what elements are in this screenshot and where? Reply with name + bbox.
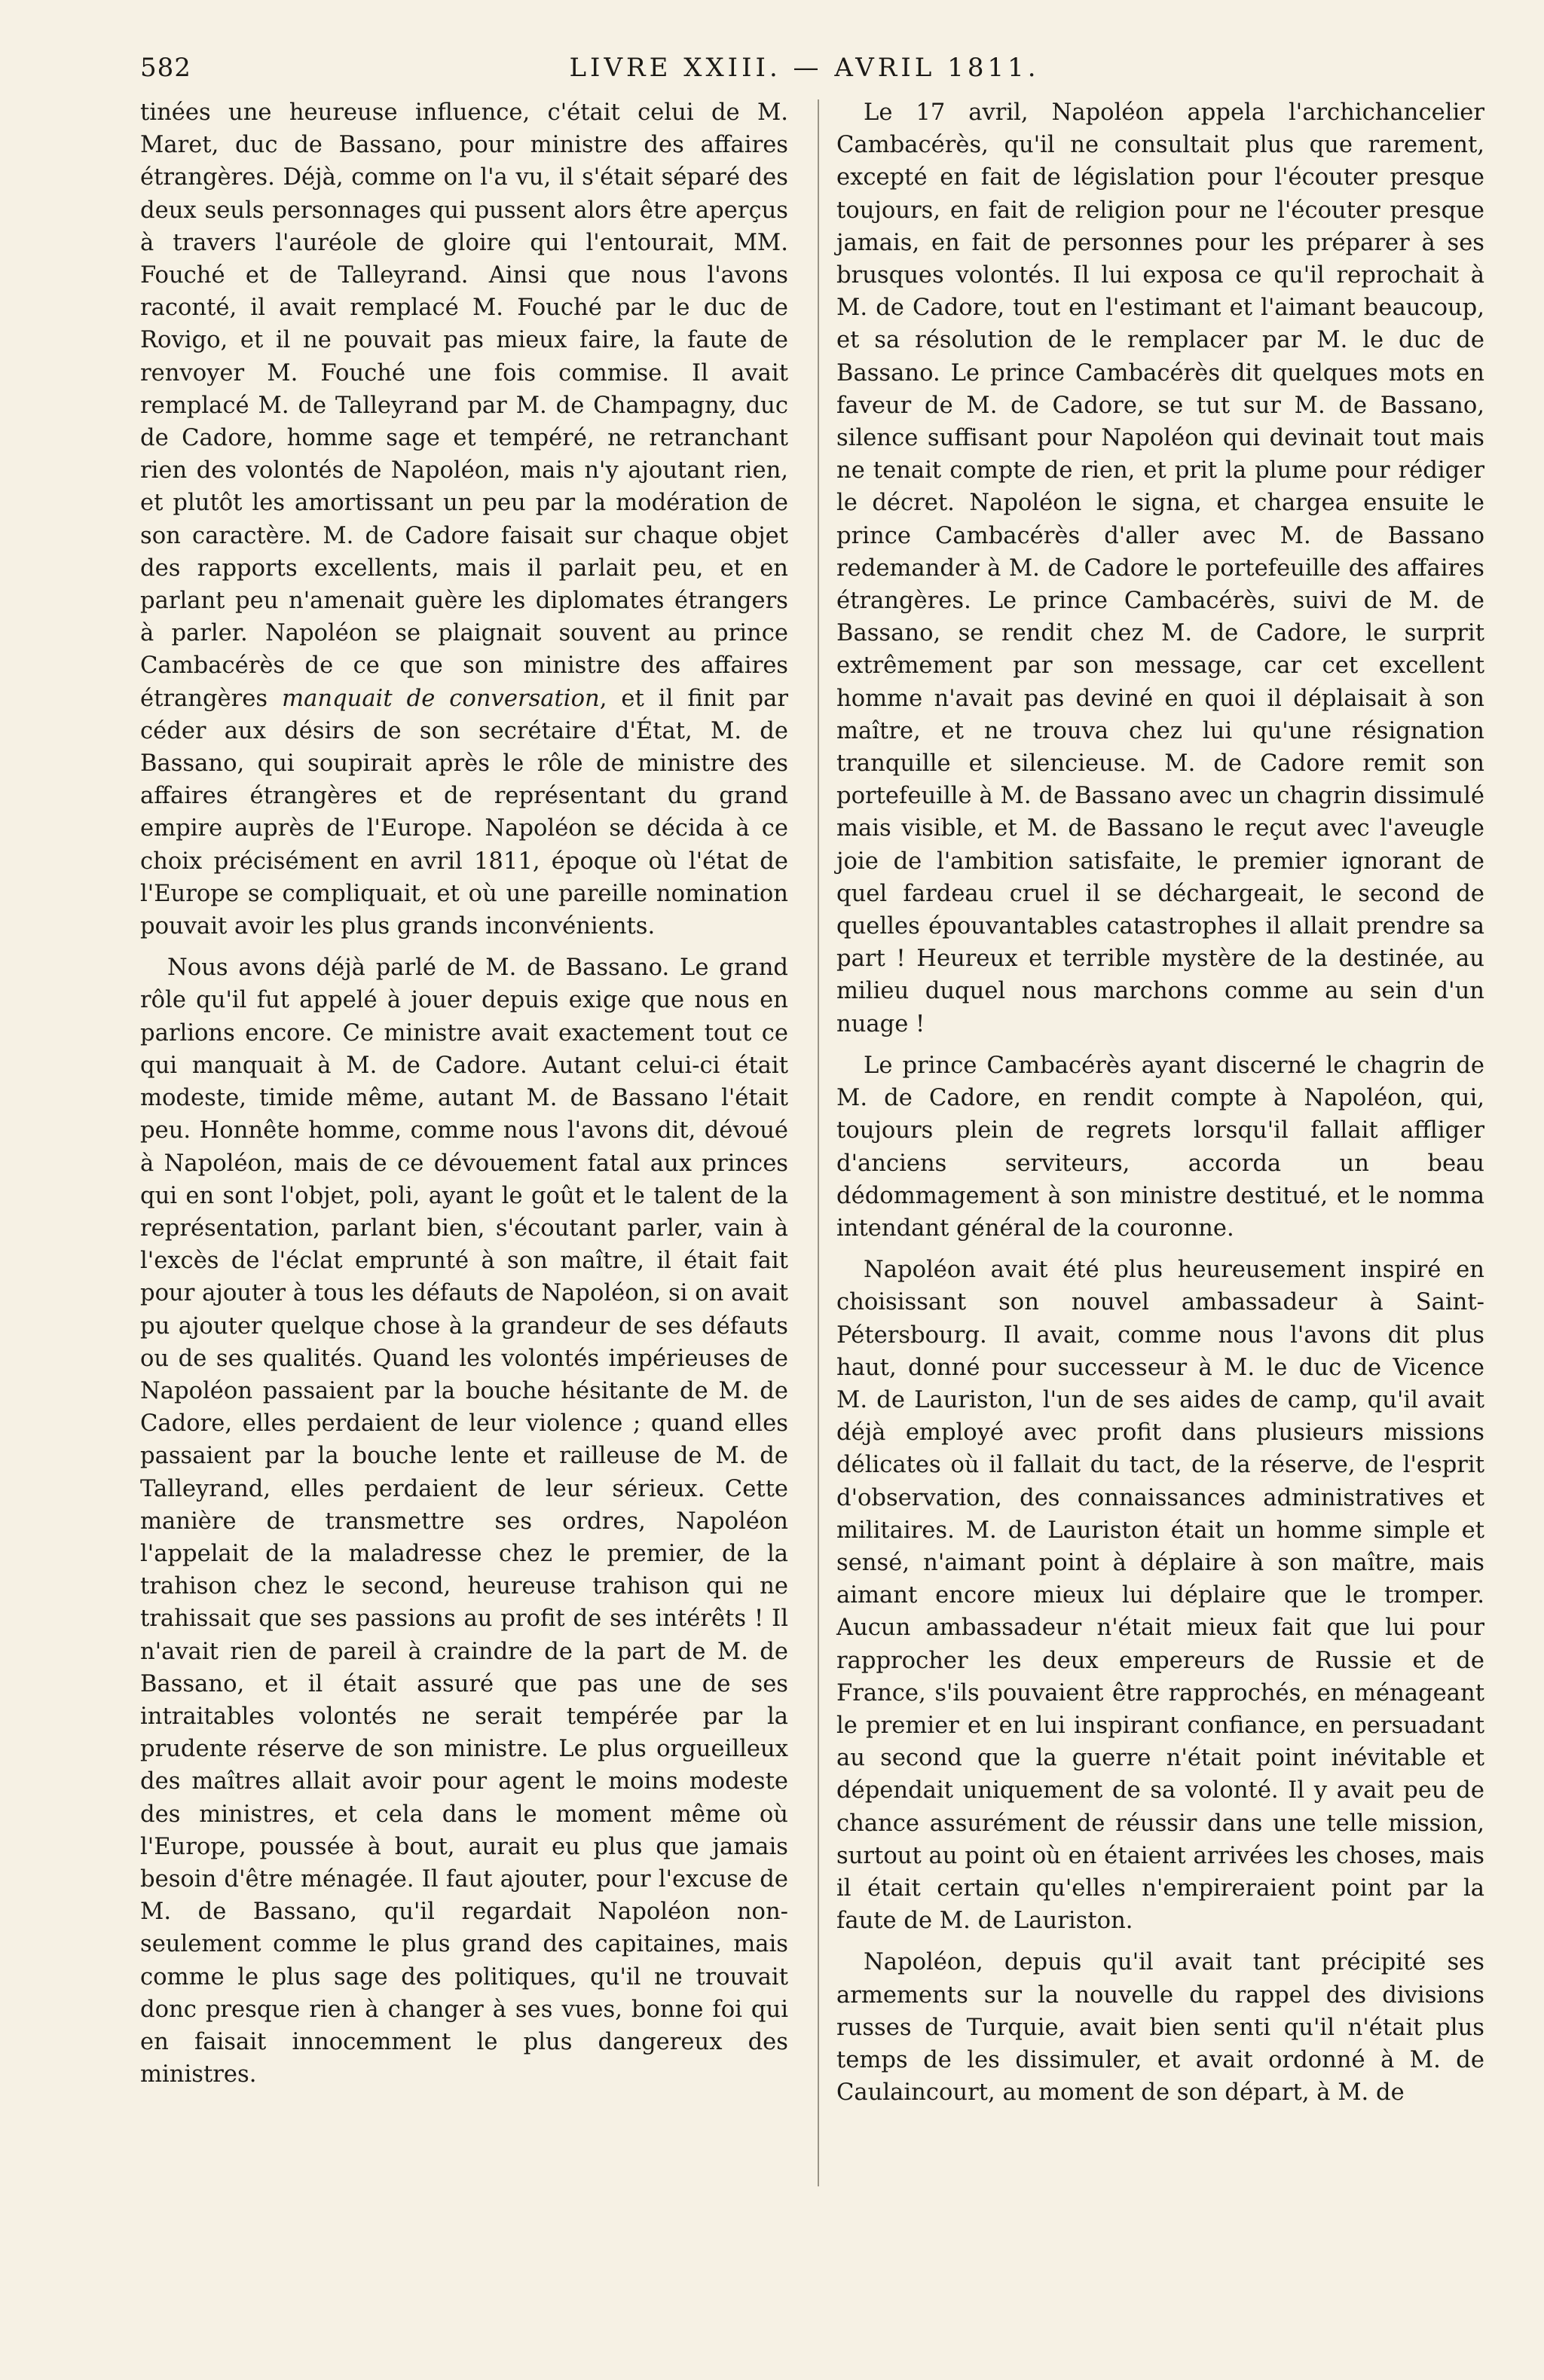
paragraph: Napoléon avait été plus heureusement inspiré en choisissant son nouvel ambassadeur à Saint-Pétersbourg. Il avait, comme nous l'avons dit plus haut, donné pour successeur à M. le duc de Vicence M. de Lauriston, l'un de ses aides de camp, qu'il avait déjà employé avec profit dans plusieurs missions délicates où il fallait du tact, de la réserve, de l'esprit d'observation, des connaissances administratives et militaires. M. de Lauriston était un homme simple et sensé, n'aimant point à déplaire à son maître, mais aimant encore mieux lui déplaire que le tromper. Aucun ambassadeur n'était mieux fait que lui pour rapprocher les deux empereurs de Russie et de France, s'ils pouvaient être rapprochés, en ménageant le premier et en lui inspirant confiance, en persuadant au second que la guerre n'était point inévitable et dépendait uniquement de sa volonté. Il y avait peu de chance assurément de réussir dans une telle mission, surtout au point où en étaient arrivées les choses, mais il était certain qu'elles n'empireraient point par la faute de M. de Lauriston. [836, 1257, 1484, 1935]
paragraph: Le prince Cambacérès ayant discerné le chagrin de M. de Cadore, en rendit compte à Napoléon, qui, toujours plein de regrets lorsqu'il fallait affliger d'anciens serviteurs, accorda un beau dédommagement à son ministre destitué, et le nomma intendant général de la couronne. [836, 1052, 1484, 1242]
italic-phrase: manquait de conversation [282, 685, 600, 712]
left-column [140, 96, 788, 2091]
paragraph: Napoléon, depuis qu'il avait tant précipité ses armements sur la nouvelle du rappel des divisions russes de Turquie, avait bien senti qu'il n'était plus temps de les dissimuler, et avait ordonné à M. de Caulaincourt, au moment de son départ, à M. de [836, 1949, 1484, 2107]
paragraph: Le 17 avril, Napoléon appela l'archichancelier Cambacérès, qu'il ne consultait plus que rarement, excepté en fait de législation pour l'écouter presque toujours, en fait de religion pour ne l'écouter presque jamais, en fait de personnes pour les préparer à ses brusques volontés. Il lui exposa ce qu'il reprochait à M. de Cadore, tout en l'estimant et l'aimant beaucoup, et sa résolution de le remplacer par M. le duc de Bassano. Le prince Cambacérès dit quelques mots en faveur de M. de Cadore, se tut sur M. de Bassano, silence suffisant pour Napoléon qui devinait tout mais ne tenait compte de rien, et prit la plume pour rédiger le décret. Napoléon le signa, et chargea ensuite le prince Cambacérès d'aller avec M. de Bassano redemander à M. de Cadore le portefeuille des affaires étrangères. Le prince Cambacérès, suivi de M. de Bassano, se rendit chez M. de Cadore, le surprit extrêmement par son message, car cet excellent homme n'avait pas deviné en quoi il déplaisait à son maître, et ne trouva chez lui qu'une résignation tranquille et silencieuse. M. de Cadore remit son portefeuille à M. de Bassano avec un chagrin dissimulé mais visible, et M. de Bassano le reçut avec l'aveugle joie de l'ambition satisfaite, le premier ignorant de quel fardeau cruel il se déchargeait, le second de quelles épouvantables catastrophes il allait prendre sa part ! Heureux et terrible mystère de la destinée, au milieu duquel nous marchons comme au sein d'un nuage ! [836, 99, 1484, 1037]
right-column [836, 96, 1484, 2109]
paragraph [140, 96, 788, 943]
page-header [140, 47, 1469, 92]
paragraph-text: , et il finit par céder aux désirs de son secrétaire d'État, M. de Bassano, qui soupirait après le rôle de ministre des affaires étrangères et de représentant du grand empire auprès de l'Europe. Napoléon se décida à ce choix précisément en avril 1811, époque où l'état de l'Europe se compliquait, et où une pareille nomination pouvait avoir les plus grands inconvénients. [140, 685, 788, 940]
paragraph: Nous avons déjà parlé de M. de Bassano. Le grand rôle qu'il fut appelé à jouer depuis exige que nous en parlions encore. Ce ministre avait exactement tout ce qui manquait à M. de Cadore. Autant celui-ci était modeste, timide même, autant M. de Bassano l'était peu. Honnête homme, comme nous l'avons dit, dévoué à Napoléon, mais de ce dévouement fatal aux princes qui en sont l'objet, poli, ayant le goût et le talent de la représentation, parlant bien, s'écoutant parler, vain à l'excès de l'éclat emprunté à son maître, il était fait pour ajouter à tous les défauts de Napoléon, si on avait pu ajouter quelque chose à la grandeur de ses défauts ou de ses qualités. Quand les volontés impérieuses de Napoléon passaient par la bouche hésitante de M. de Cadore, elles perdaient de leur violence ; quand elles passaient par la bouche lente et railleuse de M. de Talleyrand, elles perdaient de leur sérieux. Cette manière de transmettre ses ordres, Napoléon l'appelait de la maladresse chez le premier, de la trahison chez le second, heureuse trahison qui ne trahissait que ses passions au profit de ses intérêts ! Il n'avait rien de pareil à craindre de la part de M. de Bassano, et il était assuré que pas une de ses intraitables volontés ne serait tempérée par la prudente réserve de son ministre. Le plus orgueilleux des maîtres allait avoir pour agent le moins modeste des ministres, et cela dans le moment même où l'Europe, poussée à bout, aurait eu plus que jamais besoin d'être ménagée. Il faut ajouter, pour l'excuse de M. de Bassano, qu'il regardait Napoléon non-seulement comme le plus grand des capitaines, mais comme le plus sage des politiques, qu'il ne trouvait donc presque rien à changer à ses vues, bonne foi qui en faisait innocemment le plus dangereux des ministres. [140, 955, 788, 2088]
column-divider [818, 99, 819, 2186]
paragraph-text: tinées une heureuse influence, c'était celui de M. Maret, duc de Bassano, pour ministre des affaires étrangères. Déjà, comme on l'a vu, il s'était séparé des deux seuls personnages qui pussent alors être aperçus à travers l'auréole de gloire qui l'entourait, MM. Fouché et de Talleyrand. Ainsi que nous l'avons raconté, il avait remplacé M. Fouché par le duc de Rovigo, et il ne pouvait pas mieux faire, la faute de renvoyer M. Fouché une fois commise. Il avait remplacé M. de Talleyrand par M. de Champagny, duc de Cadore, homme sage et tempéré, ne retranchant rien des volontés de Napoléon, mais n'y ajoutant rien, et plutôt les amortissant un peu par la modération de son caractère. M. de Cadore faisait sur chaque objet des rapports excellents, mais il parlait peu, et en parlant peu n'amenait guère les diplomates étrangers à parler. Napoléon se plaignait souvent au prince Cambacérès de ce que son ministre des affaires étrangères [140, 99, 788, 712]
page-number: 582 [140, 53, 191, 83]
running-title: LIVRE XXIII. — AVRIL 1811. [569, 53, 1040, 83]
